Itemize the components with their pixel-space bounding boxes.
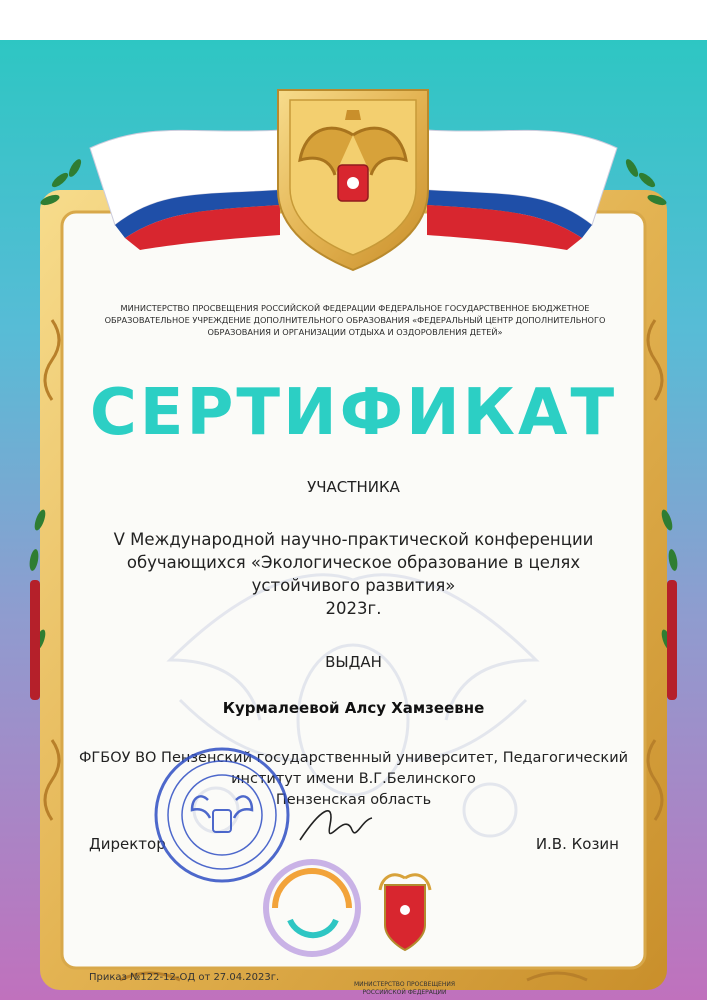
organization bbox=[60, 748, 647, 811]
event-line-3: устойчивого развития» bbox=[251, 576, 456, 595]
ministry-logo-caption: МИНИСТЕРСТВО ПРОСВЕЩЕНИЯ РОССИЙСКОЙ ФЕДЕРАЦИИ bbox=[353, 981, 455, 996]
order-reference: Приказ №122-12-ОД от 27.04.2023г. bbox=[89, 972, 280, 983]
certificate-background bbox=[0, 40, 707, 1000]
event-description bbox=[110, 528, 597, 620]
director-name: И.В. Козин bbox=[535, 835, 619, 853]
recipient-name: Курмалеевой Алсу Хамзеевне bbox=[222, 699, 485, 717]
director-label: Директор bbox=[89, 835, 166, 853]
organization-line-1: ФГБОУ ВО Пензенский государственный университет, Педагогический bbox=[78, 750, 629, 766]
event-line-1: V Международной научно-практической конференции bbox=[113, 530, 594, 549]
event-year: 2023г. bbox=[325, 599, 382, 618]
issued-label: ВЫДАН bbox=[325, 653, 382, 671]
certificate-subtitle: УЧАСТНИКА bbox=[307, 478, 400, 496]
event-line-2: обучающихся «Экологическое образование в целях bbox=[126, 553, 581, 572]
certificate-frame bbox=[0, 40, 707, 1000]
ministry-header: МИНИСТЕРСТВО ПРОСВЕЩЕНИЯ РОССИЙСКОЙ ФЕДЕРАЦИИ ФЕДЕРАЛЬНОЕ ГОСУДАРСТВЕННОЕ БЮДЖЕТНОЕ ОБРАЗОВАТЕЛЬНОЕ УЧРЕЖДЕНИЕ ДОПОЛНИТЕЛЬНОГО ОБРАЗОВАНИЯ «ФЕДЕРАЛЬНЫЙ ЦЕНТР ДОПОЛНИТЕЛЬНОГО ОБРАЗОВАНИЯ И ОРГАНИЗАЦИИ ОТДЫХА И ОЗДОРОВЛЕНИЯ ДЕТЕЙ» bbox=[104, 303, 606, 337]
organization-region: Пензенская область bbox=[275, 792, 432, 808]
organization-line-2: институт имени В.Г.Белинского bbox=[231, 771, 476, 787]
certificate-title: СЕРТИФИКАТ bbox=[89, 376, 618, 450]
